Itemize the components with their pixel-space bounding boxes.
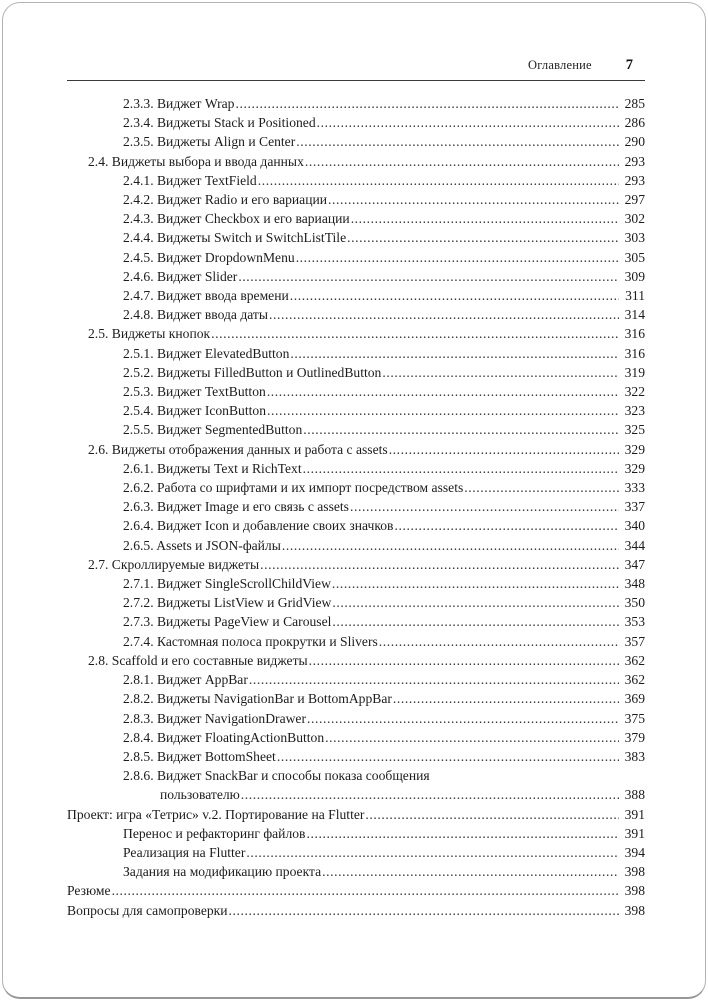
toc-entry-page: 323 — [624, 403, 645, 419]
toc-entry — [67, 132, 645, 151]
toc-dot-leader — [347, 228, 619, 247]
toc-entry-page: 362 — [624, 672, 645, 688]
toc-dot-leader — [332, 593, 619, 612]
toc-entry-page: 293 — [624, 153, 645, 169]
toc-entry — [67, 363, 645, 382]
toc-entry — [67, 401, 645, 420]
toc-entry-label: 2.4.6. Виджет Slider — [123, 268, 238, 284]
toc-dot-leader — [351, 209, 619, 228]
toc-entry-page: 340 — [624, 518, 645, 534]
toc-entry — [67, 766, 645, 785]
toc-dot-leader — [317, 113, 619, 132]
toc-entry — [67, 824, 645, 843]
toc-entry — [67, 171, 645, 190]
toc-entry — [67, 651, 645, 670]
toc-dot-leader — [282, 536, 619, 555]
toc-entry-label: 2.7.1. Виджет SingleScrollChildView — [123, 576, 331, 592]
toc-entry-label: 2.8.4. Виджет FloatingActionButton — [123, 729, 325, 745]
toc-entry-page: 357 — [624, 633, 645, 649]
toc-entry-page: 383 — [624, 748, 645, 764]
toc-dot-leader — [382, 363, 619, 382]
toc-dot-leader — [307, 709, 619, 728]
toc-dot-leader — [464, 478, 619, 497]
header-divider — [67, 80, 645, 81]
toc-entry-label: 2.3.5. Виджеты Align и Center — [123, 134, 296, 150]
toc-dot-leader — [394, 516, 619, 535]
toc-entry — [67, 593, 645, 612]
toc-dot-leader — [211, 324, 619, 343]
toc-entry — [67, 152, 645, 171]
toc-entry-label: Проект: игра «Тетрис» v.2. Портирование на Flutter — [67, 806, 365, 822]
toc-entry-label: 2.6. Виджеты отображения данных и работа с assets — [88, 441, 388, 457]
toc-entry-page: 314 — [624, 307, 645, 323]
toc-entry-label: 2.8.1. Виджет AppBar — [123, 672, 248, 688]
toc-entry-page: 316 — [624, 345, 645, 361]
toc-entry-page: 388 — [624, 787, 645, 803]
toc-entry — [67, 478, 645, 497]
toc-entry-label: 2.8. Scaffold и его составные виджеты — [88, 652, 308, 668]
toc-entry — [67, 190, 645, 209]
toc-entry — [67, 689, 645, 708]
toc-entry-label: 2.8.6. Виджет SnackBar и способы показа сообщения — [123, 768, 430, 784]
toc-entry-page: 311 — [625, 288, 645, 304]
toc-dot-leader — [393, 689, 619, 708]
toc-entry — [67, 785, 645, 804]
toc-entry-label: 2.5. Виджеты кнопок — [88, 326, 211, 342]
toc-dot-leader — [246, 843, 619, 862]
toc-entry-page: 375 — [624, 710, 645, 726]
toc-entry-page: 303 — [624, 230, 645, 246]
toc-entry — [67, 728, 645, 747]
toc-entry-label: Резюме — [67, 883, 111, 899]
toc-entry-label: 2.7. Скроллируемые виджеты — [88, 556, 260, 572]
toc-entry-label: 2.5.2. Виджеты FilledButton и OutlinedButton — [123, 364, 382, 380]
toc-entry-label: 2.7.4. Кастомная полоса прокрутки и Slivers — [123, 633, 378, 649]
toc-dot-leader — [332, 574, 619, 593]
toc-entry — [67, 709, 645, 728]
toc-entry-label: Вопросы для самопроверки — [67, 902, 228, 918]
toc-entry-page: 391 — [624, 825, 645, 841]
toc-entry — [67, 248, 645, 267]
toc-entry-label: 2.6.3. Виджет Image и его связь с assets — [123, 499, 349, 515]
toc-entry-page: 297 — [624, 192, 645, 208]
toc-entry-page: 398 — [624, 864, 645, 880]
toc-entry-page: 350 — [624, 595, 645, 611]
toc-dot-leader — [290, 286, 619, 305]
toc-entry-page: 322 — [624, 384, 645, 400]
toc-entry — [67, 209, 645, 228]
toc-entry-label: 2.4.5. Виджет DropdownMenu — [123, 249, 295, 265]
toc-entry-page: 325 — [624, 422, 645, 438]
page-number: 7 — [625, 57, 633, 73]
toc-entry — [67, 555, 645, 574]
toc-dot-leader — [365, 805, 619, 824]
toc-dot-leader — [267, 382, 619, 401]
toc-entry-page: 293 — [624, 172, 645, 188]
toc-list — [67, 94, 645, 920]
toc-entry-page: 316 — [624, 326, 645, 342]
toc-dot-leader — [277, 747, 619, 766]
toc-entry-page: 398 — [624, 883, 645, 899]
toc-entry — [67, 382, 645, 401]
toc-dot-leader — [241, 785, 619, 804]
toc-entry — [67, 862, 645, 881]
toc-entry — [67, 612, 645, 631]
toc-entry-label: 2.6.4. Виджет Icon и добавление своих значков — [123, 518, 394, 534]
toc-entry-page: 305 — [624, 249, 645, 265]
toc-entry-label: 2.3.4. Виджеты Stack и Positioned — [123, 115, 316, 131]
toc-entry — [67, 113, 645, 132]
toc-entry — [67, 516, 645, 535]
toc-entry-label: 2.4.7. Виджет ввода времени — [123, 288, 289, 304]
toc-dot-leader — [350, 497, 619, 516]
toc-entry-page: 394 — [624, 844, 645, 860]
toc-entry — [67, 670, 645, 689]
toc-entry-page: 369 — [624, 691, 645, 707]
toc-entry — [67, 324, 645, 343]
toc-dot-leader — [290, 344, 619, 363]
toc-dot-leader — [269, 305, 619, 324]
book-page — [2, 2, 706, 999]
toc-entry-label: 2.7.2. Виджеты ListView и GridView — [123, 595, 332, 611]
toc-entry — [67, 574, 645, 593]
toc-entry-page: 333 — [624, 480, 645, 496]
toc-dot-leader — [303, 420, 619, 439]
toc-dot-leader — [238, 267, 619, 286]
toc-entry-page: 353 — [624, 614, 645, 630]
toc-entry-label: Реализация на Flutter — [123, 844, 246, 860]
running-head — [67, 57, 645, 73]
toc-entry-label: 2.6.2. Работа со шрифтами и их импорт посредством assets — [123, 480, 464, 496]
toc-entry-page: 362 — [624, 652, 645, 668]
toc-entry — [67, 286, 645, 305]
toc-dot-leader — [303, 459, 619, 478]
toc-entry-page: 302 — [624, 211, 645, 227]
toc-dot-leader — [332, 612, 619, 631]
toc-entry-label: Перенос и рефакторинг файлов — [123, 825, 306, 841]
toc-dot-leader — [267, 401, 619, 420]
toc-dot-leader — [328, 190, 619, 209]
toc-entry — [67, 632, 645, 651]
toc-entry-page: 319 — [624, 364, 645, 380]
toc-entry-label: 2.6.5. Assets и JSON-файлы — [123, 537, 281, 553]
toc-entry-label: 2.4.3. Виджет Checkbox и его вариации — [123, 211, 350, 227]
toc-entry — [67, 344, 645, 363]
toc-dot-leader — [322, 862, 619, 881]
toc-entry-label: пользователю — [160, 787, 240, 803]
toc-entry — [67, 536, 645, 555]
toc-entry-page: 329 — [624, 460, 645, 476]
toc-entry-label: 2.3.3. Виджет Wrap — [123, 96, 235, 111]
toc-entry-label: 2.4. Виджеты выбора и ввода данных — [88, 153, 304, 169]
toc-entry-label: 2.4.1. Виджет TextField — [123, 172, 257, 188]
toc-entry-page: 285 — [624, 96, 645, 111]
toc-dot-leader — [296, 132, 619, 151]
toc-entry-page: 309 — [624, 268, 645, 284]
toc-dot-leader — [229, 901, 619, 920]
toc-dot-leader — [258, 171, 619, 190]
toc-entry-page: 348 — [624, 576, 645, 592]
toc-entry — [67, 420, 645, 439]
toc-dot-leader — [306, 824, 619, 843]
toc-entry-page: 290 — [624, 134, 645, 150]
toc-entry-label: 2.5.3. Виджет TextButton — [123, 384, 266, 400]
toc-entry — [67, 881, 645, 900]
toc-entry-label: 2.8.5. Виджет BottomSheet — [123, 748, 276, 764]
toc-entry-label: Задания на модификацию проекта — [123, 864, 322, 880]
toc-entry — [67, 459, 645, 478]
toc-entry-label: 2.5.4. Виджет IconButton — [123, 403, 266, 419]
toc-entry — [67, 440, 645, 459]
toc-entry-label: 2.4.2. Виджет Radio и его вариации — [123, 192, 328, 208]
toc-dot-leader — [389, 440, 619, 459]
toc-entry-label: 2.5.5. Виджет SegmentedButton — [123, 422, 303, 438]
toc-entry-label: 2.6.1. Виджеты Text и RichText — [123, 460, 302, 476]
toc-entry-label: 2.4.8. Виджет ввода даты — [123, 307, 268, 323]
toc-entry-label: 2.8.3. Виджет NavigationDrawer — [123, 710, 306, 726]
toc-entry — [67, 901, 645, 920]
toc-entry-page: 329 — [624, 441, 645, 457]
toc-dot-leader — [305, 152, 619, 171]
toc-entry-label: 2.5.1. Виджет ElevatedButton — [123, 345, 290, 361]
toc-dot-leader — [379, 632, 619, 651]
toc-dot-leader — [260, 555, 619, 574]
toc-entry — [67, 94, 645, 113]
toc-entry — [67, 305, 645, 324]
toc-entry — [67, 843, 645, 862]
toc-dot-leader — [325, 728, 619, 747]
toc-entry — [67, 497, 645, 516]
toc-entry-page: 344 — [624, 537, 645, 553]
toc-entry-page: 379 — [624, 729, 645, 745]
toc-entry-label: 2.8.2. Виджеты NavigationBar и BottomAppBar — [123, 691, 392, 707]
toc-entry — [67, 805, 645, 824]
toc-dot-leader — [249, 670, 619, 689]
toc-dot-leader — [235, 94, 619, 113]
toc-entry-label: 2.4.4. Виджеты Switch и SwitchListTile — [123, 230, 347, 246]
toc-dot-leader — [112, 881, 619, 900]
chapter-header-label: Оглавление — [527, 58, 592, 72]
toc-entry-page: 398 — [624, 902, 645, 918]
toc-entry — [67, 228, 645, 247]
toc-entry-page: 337 — [624, 499, 645, 515]
toc-entry-page: 286 — [624, 115, 645, 131]
toc-dot-leader — [309, 651, 619, 670]
toc-entry-page: 347 — [624, 556, 645, 572]
toc-dot-leader — [296, 248, 619, 267]
toc-entry — [67, 267, 645, 286]
toc-entry — [67, 747, 645, 766]
toc-entry-label: 2.7.3. Виджеты PageView и Carousel — [123, 614, 332, 630]
toc-entry-page: 391 — [624, 806, 645, 822]
